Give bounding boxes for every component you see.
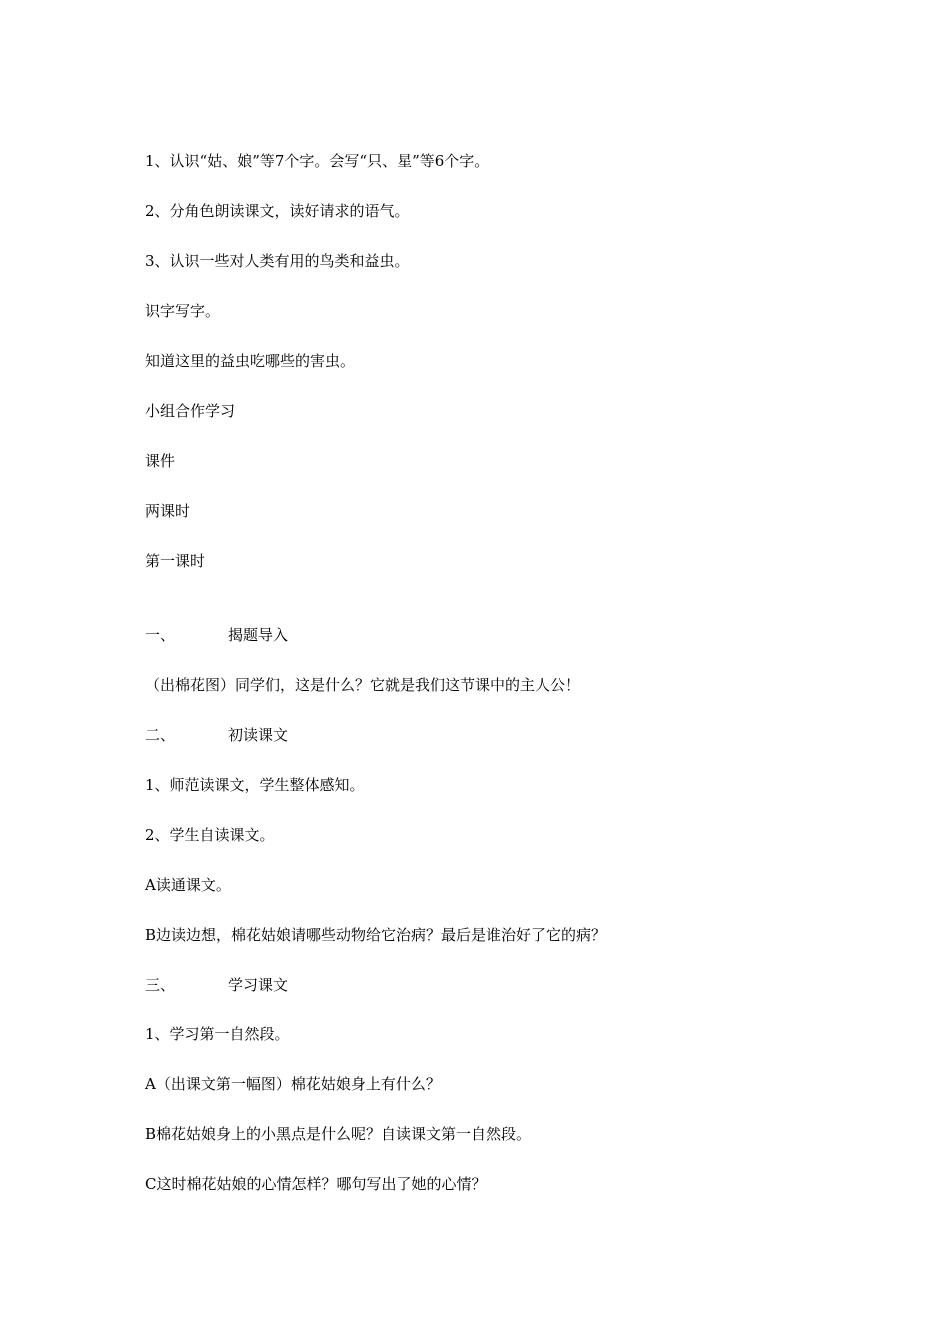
difficult-point: 知道这里的益虫吃哪些的害虫。 — [145, 352, 356, 370]
paragraph: 1、师范读课文，学生整体感知。 — [145, 776, 365, 794]
paragraph: 2、学生自读课文。 — [145, 826, 275, 844]
teaching-method: 小组合作学习 — [145, 402, 236, 420]
paragraph: 1、学习第一自然段。 — [145, 1025, 290, 1043]
section-title: 揭题导入 — [228, 626, 289, 644]
key-point: 识字写字。 — [145, 302, 221, 320]
paragraph: A（出课文第一幅图）棉花姑娘身上有什么？ — [145, 1075, 441, 1093]
section-number: 二、 — [145, 726, 176, 744]
paragraph: B棉花姑娘身上的小黑点是什么呢？自读课文第一自然段。 — [145, 1125, 532, 1143]
teaching-preparation: 课件 — [145, 452, 176, 470]
paragraph: B边读边想，棉花姑娘请哪些动物给它治病？最后是谁治好了它的病？ — [145, 926, 607, 944]
section-title: 初读课文 — [228, 726, 289, 744]
paragraph: （出棉花图）同学们，这是什么？它就是我们这节课中的主人公！ — [145, 676, 581, 694]
objective-1: 1、认识“姑、娘”等7个字。会写“只、星”等6个字。 — [145, 152, 490, 170]
section-title: 学习课文 — [228, 976, 289, 994]
section-number: 一、 — [145, 626, 176, 644]
paragraph: C这时棉花姑娘的心情怎样？哪句写出了她的心情？ — [145, 1175, 487, 1193]
section-number: 三、 — [145, 976, 176, 994]
section-heading-3 — [145, 975, 288, 995]
objective-2: 2、分角色朗读课文，读好请求的语气。 — [145, 202, 410, 220]
lesson-title: 第一课时 — [145, 552, 206, 570]
class-hours: 两课时 — [145, 502, 191, 520]
section-heading-1 — [145, 625, 288, 645]
objective-3: 3、认识一些对人类有用的鸟类和益虫。 — [145, 252, 410, 270]
paragraph: A读通课文。 — [145, 876, 231, 894]
section-heading-2 — [145, 725, 288, 745]
